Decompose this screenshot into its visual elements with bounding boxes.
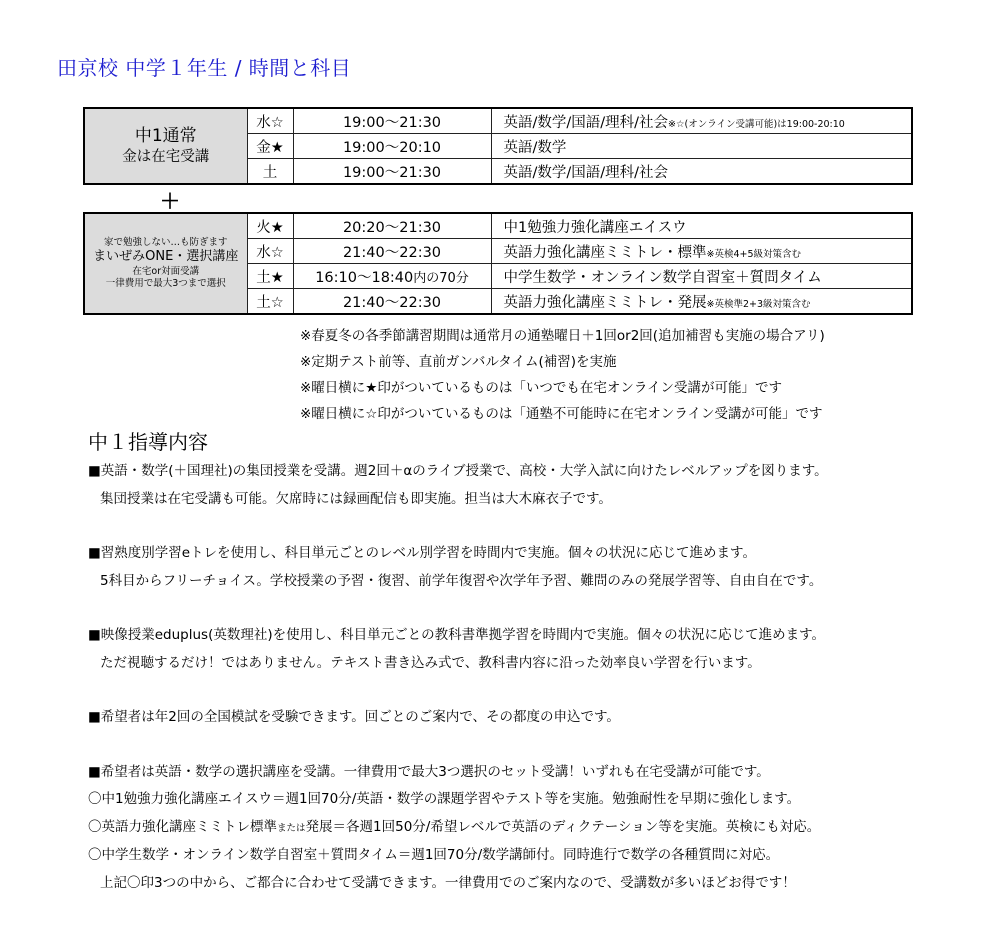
time-suffix: 内の70分: [413, 270, 469, 286]
day-cell: 金★: [247, 134, 293, 159]
subjects-cell: [491, 213, 912, 239]
subjects-cell: [491, 108, 912, 134]
time-cell: 21:40〜22:30: [293, 239, 491, 264]
paragraph-line: 上記〇印3つの中から、ご都合に合わせて受講できます。一律費用でのご案内なので、受講数が多いほどお得です！: [100, 874, 796, 891]
day-cell: 土★: [247, 264, 293, 289]
course-label: [84, 108, 247, 184]
elective-name: まいぜみONE・選択講座: [93, 248, 239, 264]
subjects-text: 英語力強化講座ミミトレ・標準: [503, 244, 707, 261]
day-cell: 土☆: [247, 289, 293, 315]
elective-mode: 在宅or対面受講: [132, 265, 200, 277]
paragraph-line: 集団授業は在宅受講も可能。欠席時には録画配信も即実施。担当は大木麻衣子です。: [100, 490, 612, 507]
note-line: ※曜日横に☆印がついているものは「通塾不可能時に在宅オンライン受講が可能」です: [300, 406, 823, 422]
section-title: 中１指導内容: [88, 430, 208, 454]
note-line: ※曜日横に★印がついているものは「いつでも在宅オンライン受講が可能」です: [300, 380, 783, 396]
table-row: [84, 213, 912, 239]
elective-fee: 一律費用で最大3つまで選択: [105, 278, 226, 290]
regular-schedule-table: [83, 107, 913, 185]
guidance-content: [88, 458, 828, 897]
paragraph-line: 〇中1勉強力強化講座エイスウ＝週1回70分/英語・数学の課題学習やテスト等を実施。勉強耐性を早期に強化します。: [88, 791, 801, 807]
subjects-note: ※☆(オンライン受講可能)は19:00-20:10: [668, 118, 845, 130]
subjects-cell: [491, 159, 912, 185]
subjects-note: ※英検4+5級対策含む: [706, 248, 802, 260]
time-cell: 20:20〜21:30: [293, 213, 491, 239]
time-cell: 19:00〜21:30: [293, 159, 491, 185]
paragraph-line: 5科目からフリーチョイス。学校授業の予習・復習、前学年復習や次学年予習、難問のみの発展学習等、自由自在です。: [100, 572, 823, 589]
subjects-text: 英語力強化講座ミミトレ・発展: [503, 294, 707, 311]
subjects-text: 中1勉強力強化講座エイスウ: [503, 219, 687, 236]
text-segment-small: または: [277, 822, 306, 834]
day-cell: 水☆: [247, 108, 293, 134]
elective-schedule-table: [83, 212, 913, 315]
subjects-text: 英語/数学: [503, 139, 567, 156]
schedule-notes: [300, 323, 825, 427]
time-text: 16:10〜18:40: [315, 269, 414, 286]
plus-sign: ＋: [160, 189, 180, 213]
page-title: 田京校 中学１年生 / 時間と科目: [57, 56, 352, 80]
time-cell: [293, 264, 491, 289]
paragraph-line: ■希望者は英語・数学の選択講座を受講。一律費用で最大3つ選択のセット受講！いずれも在宅受講が可能です。: [88, 763, 770, 780]
paragraph-line: ■映像授業eduplus(英数理社)を使用し、科目単元ごとの教科書準拠学習を時間内で実施。個々の状況に応じて進めます。: [88, 627, 826, 643]
paragraph-line: ■英語・数学(＋国理社)の集団授業を受講。週2回＋αのライブ授業で、高校・大学入試に向けたレベルアップを図ります。: [88, 463, 828, 479]
elective-label: [84, 213, 247, 314]
time-cell: 21:40〜22:30: [293, 289, 491, 315]
elective-tagline: 家で勉強しない…も防ぎます: [103, 236, 228, 248]
subjects-cell: [491, 239, 912, 264]
note-line: ※定期テスト前等、直前ガンバルタイム(補習)を実施: [300, 354, 617, 370]
table-row: [84, 108, 912, 134]
paragraph-line: [88, 814, 828, 843]
paragraph-line: 〇中学生数学・オンライン数学自習室＋質問タイム＝週1回70分/数学講師付。同時進行で数学の各種質問に対応。: [88, 847, 780, 863]
course-subnote: 金は在宅受講: [122, 148, 210, 165]
day-cell: 土: [247, 159, 293, 185]
paragraph-line: ■習熟度別学習eトレを使用し、科目単元ごとのレベル別学習を時間内で実施。個々の状況に応じて進めます。: [88, 545, 756, 561]
text-segment: 発展＝各週1回50分/希望レベルで英語のディクテーション等を実施。英検にも対応。: [305, 818, 821, 835]
subjects-cell: [491, 289, 912, 315]
day-cell: 火★: [247, 213, 293, 239]
subjects-text: 英語/数学/国語/理科/社会: [503, 164, 669, 181]
subjects-note: ※英検準2+3級対策含む: [706, 298, 811, 310]
subjects-cell: [491, 134, 912, 159]
course-name: 中1通常: [134, 126, 197, 147]
time-cell: 19:00〜21:30: [293, 108, 491, 134]
day-cell: 水☆: [247, 239, 293, 264]
note-line: ※春夏冬の各季節講習期間は通常月の通塾曜日＋1回or2回(追加補習も実施の場合アリ): [300, 328, 825, 344]
time-cell: 19:00〜20:10: [293, 134, 491, 159]
subjects-cell: [491, 264, 912, 289]
subjects-text: 英語/数学/国語/理科/社会: [503, 114, 669, 131]
paragraph-line: ■希望者は年2回の全国模試を受験できます。回ごとのご案内で、その都度の申込です。: [88, 709, 620, 725]
paragraph-line: ただ視聴するだけ！ではありません。テキスト書き込み式で、教科書内容に沿った効率良い学習を行います。: [100, 654, 761, 671]
subjects-text: 中学生数学・オンライン数学自習室＋質問タイム: [503, 269, 822, 286]
text-segment: 〇英語力強化講座ミミトレ標準: [88, 818, 277, 835]
